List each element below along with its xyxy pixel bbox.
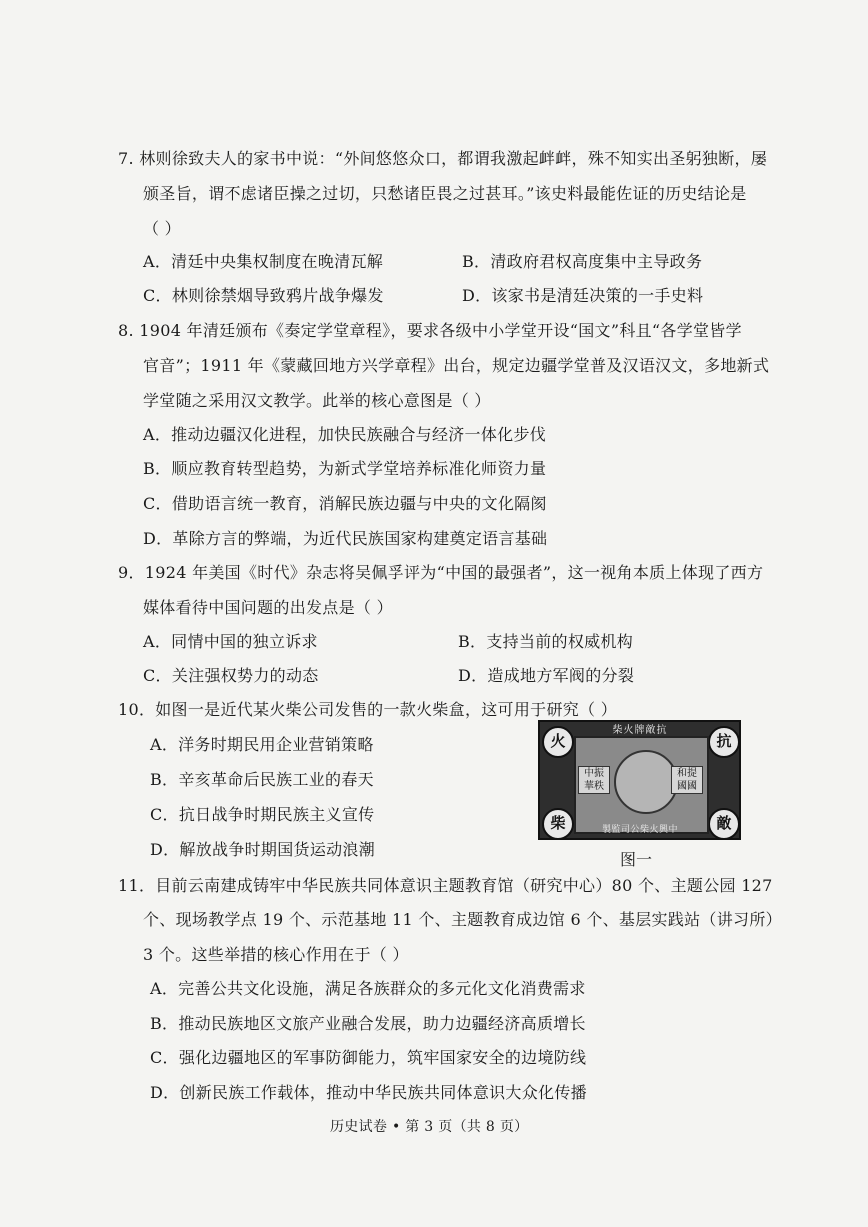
matchbox-right-label: 和提 國國 xyxy=(671,766,703,794)
q9-stem-line2: 媒体看待中国问题的出发点是（ ） xyxy=(143,598,393,617)
q8-stem-line1: 8. 1904 年清廷颁布《奏定学堂章程》，要求各级中小学堂开设“国文”科且“各学堂皆学 xyxy=(118,321,742,340)
q11-stem-line3: 3 个。这些举措的核心作用在于（ ） xyxy=(143,945,409,964)
matchbox-left-label: 中振 華秩 xyxy=(578,766,610,794)
figure-caption: 图一 xyxy=(620,850,653,869)
q10-option-b: B．辛亥革命后民族工业的春天 xyxy=(150,770,374,789)
matchbox-corner-bottom-right: 敵 xyxy=(708,808,740,840)
q11-option-d: D．创新民族工作载体，推动中华民族共同体意识大众化传播 xyxy=(150,1083,587,1102)
q9-option-d: D．造成地方军阀的分裂 xyxy=(458,666,635,685)
q7-stem-line3: （ ） xyxy=(143,219,181,238)
q8-option-d: D．革除方言的弊端，为近代民族国家构建奠定语言基础 xyxy=(143,529,548,548)
q11-stem-line1: 11．目前云南建成铸牢中华民族共同体意识主题教育馆（研究中心）80 个、主题公园 127 xyxy=(118,876,773,895)
q9-option-c: C．关注强权势力的动态 xyxy=(143,666,319,685)
q9-option-a: A．同情中国的独立诉求 xyxy=(143,632,318,651)
matchbox-center-panel xyxy=(574,736,709,834)
q7-stem-line1: 7. 林则徐致夫人的家书中说：“外间悠悠众口，都谓我激起衅衅，殊不知实出圣躬独断，屡 xyxy=(118,149,768,168)
page-footer: 历史试卷 • 第 3 页（共 8 页） xyxy=(330,1119,529,1135)
q10-option-c: C．抗日战争时期民族主义宣传 xyxy=(150,805,375,824)
matchbox-corner-top-left: 火 xyxy=(542,726,574,758)
q10-option-d: D．解放战争时期国货运动浪潮 xyxy=(150,840,376,859)
q10-stem-line1: 10．如图一是近代某火柴公司发售的一款火柴盒，这可用于研究（ ） xyxy=(118,700,618,719)
q7-option-b: B．清政府君权高度集中主导政务 xyxy=(462,252,703,271)
matchbox-emblem xyxy=(614,750,678,814)
q7-option-a: A．清廷中央集权制度在晚清瓦解 xyxy=(143,252,384,271)
q11-stem-line2: 个、现场教学点 19 个、示范基地 11 个、主题教育成边馆 6 个、基层实践站（讲习所） xyxy=(143,910,782,929)
q8-stem-line3: 学堂随之采用汉文教学。此举的核心意图是（ ） xyxy=(143,391,491,410)
q7-stem-line2: 颁圣旨，谓不虑诸臣操之过切，只愁诸臣畏之过甚耳。”该史料最能佐证的历史结论是 xyxy=(143,184,747,203)
matchbox-corner-top-right: 抗 xyxy=(708,726,740,758)
q8-option-a: A．推动边疆汉化进程，加快民族融合与经济一体化步伐 xyxy=(143,425,547,444)
q11-option-b: B．推动民族地区文旅产业融合发展，助力边疆经济高质增长 xyxy=(150,1014,586,1033)
matchbox-top-text: 柴火牌敵抗 xyxy=(612,725,668,736)
q7-option-c: C．林则徐禁烟导致鸦片战争爆发 xyxy=(143,286,384,305)
q8-stem-line2: 官音”；1911 年《蒙藏回地方兴学章程》出台，规定边疆学堂普及汉语汉文，多地新式 xyxy=(143,356,770,375)
q8-option-c: C．借助语言统一教育，消解民族边疆与中央的文化隔阂 xyxy=(143,494,547,513)
q10-option-a: A．洋务时期民用企业营销策略 xyxy=(150,735,374,754)
q9-stem-line1: 9．1924 年美国《时代》杂志将吴佩孚评为“中国的最强者”，这一视角本质上体现了西方 xyxy=(118,563,764,582)
q7-option-d: D．该家书是清廷决策的一手史料 xyxy=(462,286,704,305)
matchbox-bottom-text: 製監司公柴火興中 xyxy=(601,825,678,835)
matchbox-figure xyxy=(538,720,741,840)
matchbox-corner-bottom-left: 柴 xyxy=(542,808,574,840)
q11-option-a: A．完善公共文化设施，满足各族群众的多元化文化消费需求 xyxy=(150,979,586,998)
q9-option-b: B．支持当前的权威机构 xyxy=(458,632,634,651)
q11-option-c: C．强化边疆地区的军事防御能力，筑牢国家安全的边境防线 xyxy=(150,1048,587,1067)
q8-option-b: B．顺应教育转型趋势，为新式学堂培养标准化师资力量 xyxy=(143,459,547,478)
